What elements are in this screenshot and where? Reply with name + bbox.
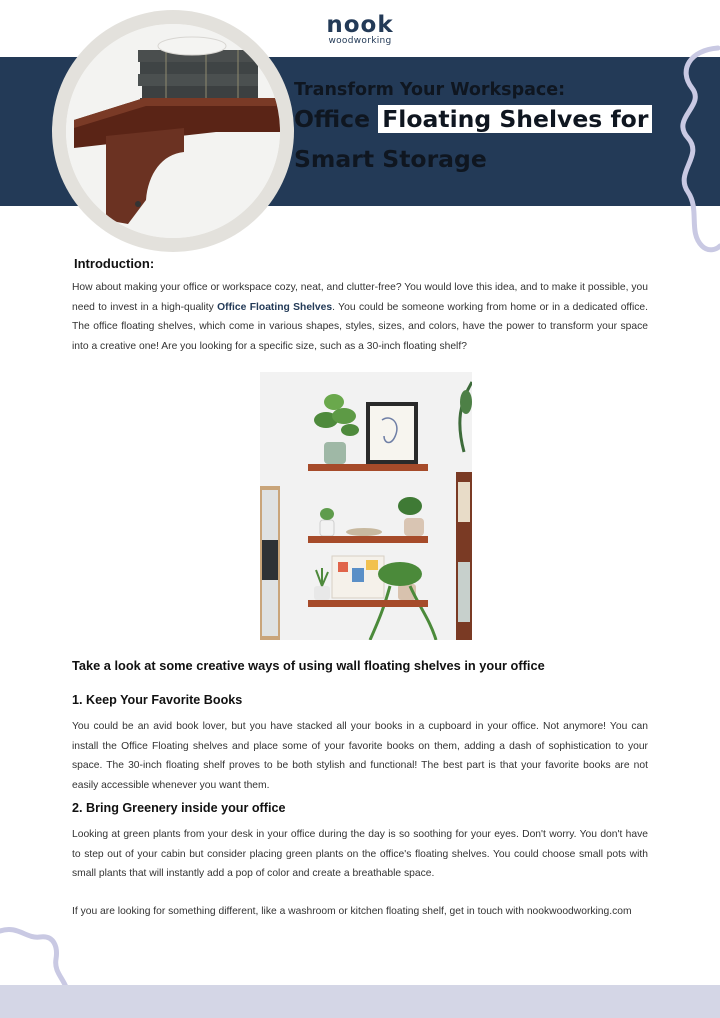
logo-word: nook [326,12,394,38]
office-shelves-photo [260,372,472,640]
intro-text-after: . You could be someone working from home or in a dedicated office. The office floating shelves, which come in various shapes, styles, sizes, and colors, have the power to transform your space into a creative one! Are you looking for a specific size, such as a 30-inch floating shelf? [72,301,648,352]
hero-shelf-photo [66,24,280,238]
item-2-heading: 2. Bring Greenery inside your office [72,801,286,815]
title-line-2-highlight: Floating Shelves for [378,105,652,133]
title-line-3: Smart Storage [294,145,487,173]
footer-band [0,985,720,1018]
office-floating-shelves-link[interactable]: Office Floating Shelves [217,301,333,313]
squiggle-top-right-decoration [630,40,720,260]
closing-paragraph: If you are looking for something different, like a washroom or kitchen floating shelf, get in touch with nookwoodworking.com [72,906,632,917]
intro-paragraph [72,278,648,356]
intro-text-before: How about making your office or workspace cozy, neat, and clutter-free? You would love this idea, and to make it possible, you need to invest in a high-quality [72,282,648,313]
title-line-2-plain: Office [294,105,371,133]
item-2-paragraph: Looking at green plants from your desk in your office during the day is so soothing for your eyes. Don't worry. You don't have to step out of your cabin but consider placing green plants on the office's floating shelves. You could choose small pots with small plants that will instantly add a pop of color and create a breathable space. [72,829,648,879]
item-1-heading: 1. Keep Your Favorite Books [72,693,243,707]
intro-heading: Introduction: [74,256,155,271]
title-line-1: Transform Your Workspace: [294,80,566,100]
item-1-paragraph: You could be an avid book lover, but you have stacked all your books in a cupboard in your office. Not anymore! You can install the Office Floating shelves and place some of your favorite books on them, adding a dash of sophistication to your space. The 30-inch floating shelf proves to be both stylish and functional! The best part is that your favorite books are not easily accessible whenever you want them. [72,721,648,791]
squiggle-bottom-left-decoration [0,915,80,995]
logo-subtitle: woodworking [328,36,392,46]
section-heading: Take a look at some creative ways of using wall floating shelves in your office [72,658,545,673]
title-line-2 [294,102,652,136]
